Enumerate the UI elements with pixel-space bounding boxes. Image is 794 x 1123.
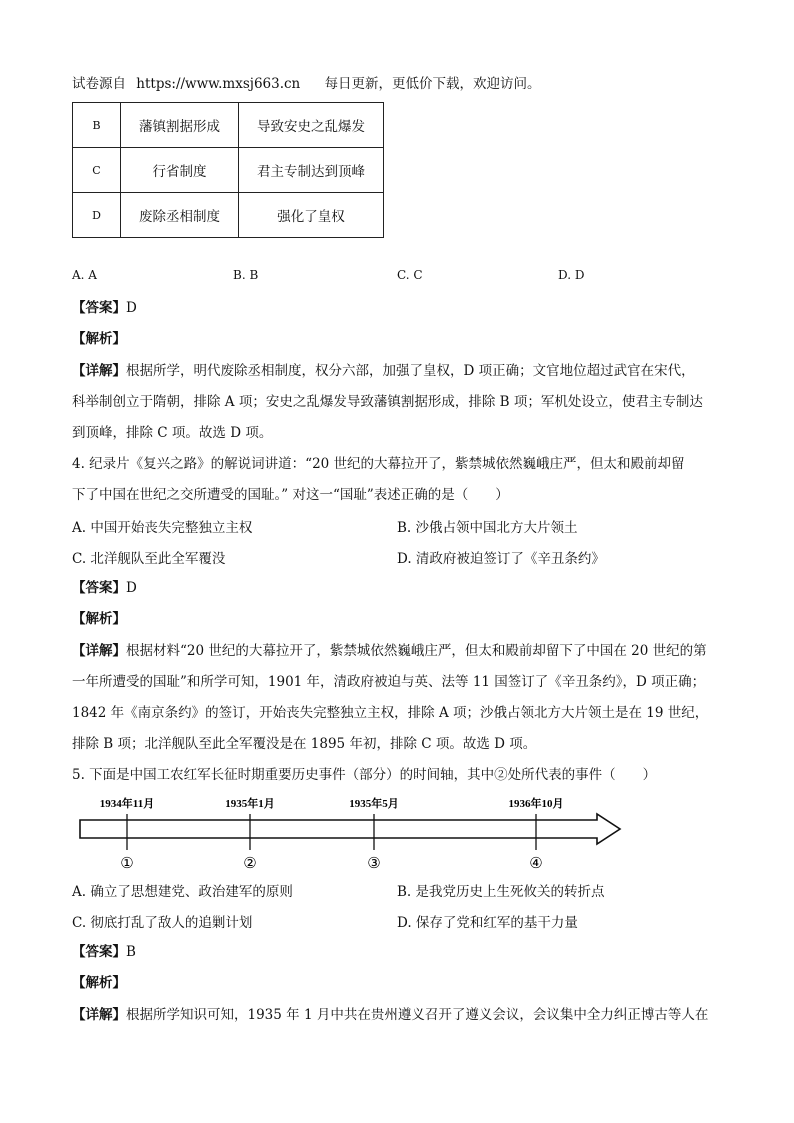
q3-answer: [72, 298, 137, 318]
q5-choice-b[interactable]: B. 是我党历史上生死攸关的转折点: [397, 884, 605, 900]
table-row: [73, 103, 384, 148]
q4-choice-d[interactable]: D. 清政府被迫签订了《辛丑条约》: [397, 551, 605, 567]
q5-stem-line1: 5. 下面是中国工农红军长征时期重要历史事件（部分）的时间轴，其中②处所代表的事件（ ）: [72, 767, 657, 783]
q3-options-table: [72, 102, 384, 238]
detail-text: 根据材料“20 世纪的大幕拉开了，紫禁城依然巍峨庄严，但太和殿前却留下了中国在 20 世纪的第: [126, 643, 707, 659]
q3-detail-line2: 科举制创立于隋朝，排除 A 项；安史之乱爆发导致藩镇割据形成，排除 B 项；军机处设立，使君主专制达: [72, 394, 703, 410]
q4-detail-line1: [72, 641, 707, 661]
header-source-text: 试卷源自: [72, 76, 126, 92]
answer-value: D: [126, 300, 137, 316]
answer-value: D: [126, 580, 137, 596]
timeline-marker-3: ③: [367, 854, 381, 872]
detail-label: 【详解】: [72, 643, 126, 659]
q4-choice-a[interactable]: A. 中国开始丧失完整独立主权: [72, 520, 253, 536]
q3-choice-b[interactable]: B. B: [233, 268, 259, 282]
q4-choice-c[interactable]: C. 北洋舰队至此全军覆没: [72, 551, 226, 567]
timeline-date-1: 1934年11月: [99, 798, 155, 810]
q4-detail-line4: 排除 B 项；北洋舰队至此全军覆没是在 1895 年初，排除 C 项。故选 D 项。: [72, 736, 537, 752]
answer-label: 【答案】: [72, 580, 126, 596]
q4-answer: [72, 578, 137, 598]
timeline-marker-2: ②: [243, 854, 257, 872]
timeline-marker-4: ④: [529, 854, 543, 872]
q3-detail-line3: 到顶峰，排除 C 项。故选 D 项。: [72, 425, 273, 441]
q5-answer: [72, 942, 136, 962]
q4-analysis-label: 【解析】: [72, 611, 126, 627]
q4-stem-line2: 下了中国在世纪之交所遭受的国耻。” 对这一“国耻”表述正确的是（ ）: [72, 487, 509, 503]
q3-choice-d[interactable]: D. D: [558, 268, 585, 282]
timeline-date-2: 1935年1月: [225, 798, 275, 810]
table-cell: 行省制度: [121, 148, 239, 193]
table-row: [73, 193, 384, 238]
q4-choice-b[interactable]: B. 沙俄占领中国北方大片领土: [397, 520, 578, 536]
table-cell: 导致安史之乱爆发: [239, 103, 384, 148]
detail-label: 【详解】: [72, 1007, 126, 1023]
q4-detail-line3: 1842 年《南京条约》的签订，开始丧失完整独立主权，排除 A 项；沙俄占领北方大片领土是在 19 世纪，: [72, 705, 709, 721]
q3-detail-line1: [72, 361, 695, 381]
timeline-marker-1: ①: [120, 854, 134, 872]
q3-choice-a[interactable]: A. A: [72, 268, 97, 282]
table-cell: 强化了皇权: [239, 193, 384, 238]
q5-choice-c[interactable]: C. 彻底打乱了敌人的追剿计划: [72, 915, 253, 931]
q4-detail-line2: 一年所遭受的国耻”和所学可知，1901 年，清政府被迫与英、法等 11 国签订了《辛丑条约》，D 项正确；: [72, 674, 706, 690]
timeline-date-3: 1935年5月: [349, 798, 399, 810]
detail-text: 根据所学，明代废除丞相制度，权分六部，加强了皇权，D 项正确；文官地位超过武官在宋代，: [126, 363, 695, 379]
header-slogan: 每日更新，更低价下载，欢迎访问。: [324, 76, 541, 92]
table-cell: C: [73, 148, 121, 193]
timeline-date-4: 1936年10月: [508, 798, 564, 810]
table-cell: 君主专制达到顶峰: [239, 148, 384, 193]
q5-choice-d[interactable]: D. 保存了党和红军的基干力量: [397, 915, 578, 931]
q5-timeline: [72, 790, 632, 872]
q4-stem-line1: 4. 纪录片《复兴之路》的解说词讲道：“20 世纪的大幕拉开了，紫禁城依然巍峨庄严，但太和殿前却留: [72, 456, 685, 472]
table-cell: B: [73, 103, 121, 148]
detail-text: 根据所学知识可知，1935 年 1 月中共在贵州遵义召开了遵义会议，会议集中全力纠正博古等人在: [126, 1007, 709, 1023]
table-cell: D: [73, 193, 121, 238]
answer-value: B: [126, 944, 136, 960]
detail-label: 【详解】: [72, 363, 126, 379]
answer-label: 【答案】: [72, 944, 126, 960]
table-cell: 藩镇割据形成: [121, 103, 239, 148]
q5-detail-line1: [72, 1005, 708, 1025]
q5-choice-a[interactable]: A. 确立了思想建党、政治建军的原则: [72, 884, 293, 900]
table-row: [73, 148, 384, 193]
answer-label: 【答案】: [72, 300, 126, 316]
timeline-arrow: [80, 814, 620, 844]
q5-analysis-label: 【解析】: [72, 975, 126, 991]
q3-choice-c[interactable]: C. C: [397, 268, 423, 282]
header-url[interactable]: https://www.mxsj663.cn: [136, 76, 301, 92]
q3-analysis-label: 【解析】: [72, 331, 126, 347]
table-cell: 废除丞相制度: [121, 193, 239, 238]
page-header: [72, 72, 541, 92]
